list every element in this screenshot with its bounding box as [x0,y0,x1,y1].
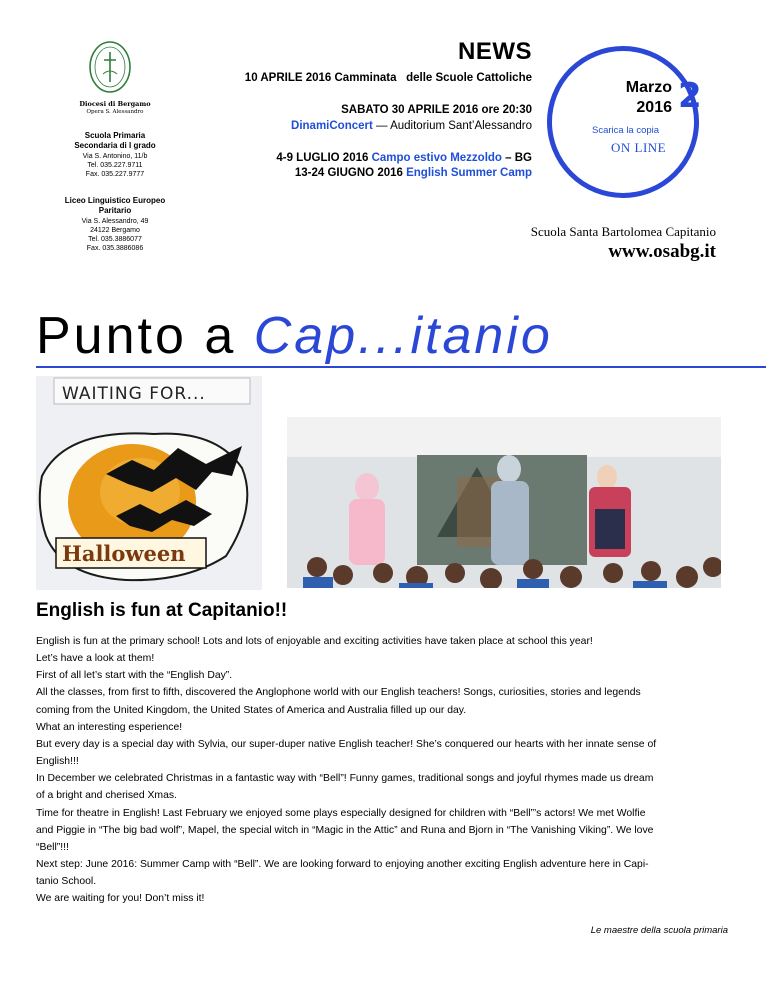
diocese-name: Diocesi di Bergamo Opera S. Alessandro [79,100,151,115]
article-line: “Bell”!!! [36,841,69,853]
news-item-camminata: 10 APRILE 2016 Camminata delle Scuole Cattoliche [244,72,532,84]
article-line: We are waiting for you! Don’t miss it! [36,893,205,905]
article-title: English is fun at Capitanio!! [36,600,288,621]
primary-school-block: Scuola Primaria Secondaria di I grado Via S. Antonino, 11/b Tel. 035.227.9711 Fax. 035.227.9777 [74,131,156,178]
diocese-crest-logo [88,40,132,94]
liceo-block: Liceo Linguistico Europeo Paritario Via S. Alessandro, 49 24122 Bergamo Tel. 035.3886077 Fax. 035.3886086 [64,196,166,252]
issue-number: 2 [678,76,702,116]
masthead-rule [36,366,766,368]
article-line: and Piggie in “The big bad wolf”, Mapel, the special witch in “Magic in the Attic” and Runa and Bjorn in “The Vanishing Viking”. We love [36,824,654,836]
theatre-show-photo [287,417,721,588]
article-line: English is fun at the primary school! Lots and lots of enjoyable and exciting activities have taken place at school this year! [36,636,593,647]
article-line: But every day is a special day with Sylvia, our super-duper native English teacher! She’s conquered our hearts with her innate sense of [36,738,657,750]
article-line: coming from the United Kingdom, the United States of America and Australia filled up our day. [36,704,467,716]
article-line: Let’s have a look at them! [36,653,155,665]
article-line: First of all let’s start with the “English Day”. [36,670,233,682]
halloween-label: Halloween [62,541,186,566]
online-link[interactable]: ON LINE [611,140,667,155]
campo-link[interactable]: Campo estivo Mezzoldo [371,152,502,164]
halloween-photo [36,376,262,590]
article-line: Next step: June 2016: Summer Camp with “Bell”. We are looking forward to enjoying another exciting English adventure here in Capi- [36,859,649,871]
article-line: English!!! [36,756,79,768]
article-signature: Le maestre della scuola primaria [590,925,728,936]
news-item-campo: 4-9 LUGLIO 2016 Campo estivo Mezzoldo – BG [276,152,532,164]
issue-date: Marzo 2016 [625,79,672,116]
article-line: of a bright and cherised Xmas. [36,790,177,802]
article-line: What an interesting esperience! [36,721,183,733]
news-item-concert-date: SABATO 30 APRILE 2016 ore 20:30 [341,104,532,116]
download-link[interactable]: Scarica la copia [592,125,660,136]
news-item-concert: DinamiConcert — Auditorium Sant’Alessandro [291,120,532,132]
news-heading: NEWS [458,38,532,65]
article-line: All the classes, from first to fifth, discovered the Anglophone world with our English teachers! Songs, curiosities, stories and legends [36,687,641,699]
summer-camp-link[interactable]: English Summer Camp [406,167,532,179]
waiting-for-sign: WAITING FOR... [62,384,206,404]
school-name: Scuola Santa Bartolomea Capitanio [530,224,716,239]
article-body [36,633,736,908]
article-line: Time for theatre in English! Last February we enjoyed some plays especially designed for children with “Bell”’s actors! We met Wolfie [36,807,646,819]
article-line: tanio School. [36,876,97,888]
article-line: In December we celebrated Christmas in a fantastic way with “Bell”! Funny games, traditional songs and joyful rhymes made us dream [36,773,654,785]
news-item-summer-camp: 13-24 GIUGNO 2016 English Summer Camp [294,167,532,179]
masthead-title: Punto a Cap...itanio [36,307,553,365]
concert-link[interactable]: DinamiConcert [291,120,373,132]
issue-badge-circle [547,46,699,198]
website-link[interactable]: www.osabg.it [608,241,716,262]
